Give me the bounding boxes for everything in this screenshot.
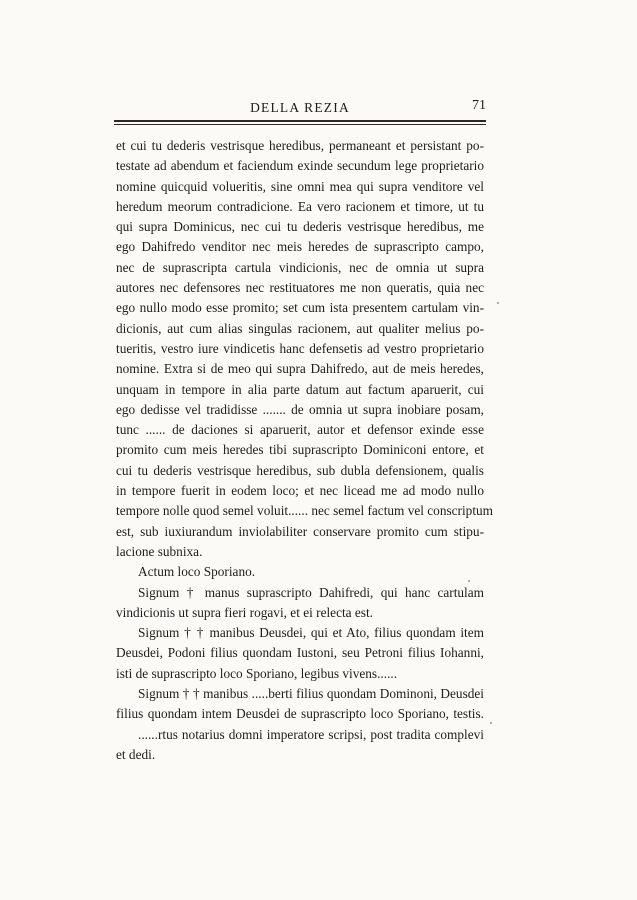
text-line: autores nec defensores nec restituatores me non queratis, quia nec bbox=[116, 280, 484, 296]
text-line: filius quondam intem Deusdei de suprascripto loco Sporiano, testis. bbox=[116, 706, 484, 722]
text-line: qui supra Dominicus, nec cui tu dederis vestrisque heredibus, me bbox=[116, 219, 484, 235]
text-line: unquam in tempore in alia parte datum aut factum aparuerit, cui bbox=[116, 381, 484, 397]
text-line: est, sub iuxiurandum inviolabiliter conservare promito cum stipu- bbox=[116, 523, 484, 539]
text-line: ego nullo modo esse promito; set cum ista presentem cartulam vin- bbox=[116, 300, 484, 316]
running-head bbox=[114, 98, 486, 120]
text-line: ......rtus notarius domni imperatore scripsi, post tradita complevi bbox=[138, 726, 484, 742]
text-line: dicionis, aut cum alias singulas racionem, aut qualiter melius po- bbox=[116, 320, 484, 336]
text-line: tueritis, vestro iure vindicetis hanc defensetis ad vestro proprietario bbox=[116, 340, 484, 356]
body-text bbox=[116, 136, 494, 765]
text-line: promito cum meis heredes tibi suprascripto Dominiconi entore, et bbox=[116, 442, 484, 458]
paper-speck bbox=[468, 580, 470, 582]
running-title: DELLA REZIA bbox=[250, 100, 350, 115]
header-rule-thick bbox=[114, 120, 486, 122]
text-line: tempore nolle quod semel voluit...... nec semel factum vel conscriptum bbox=[116, 503, 494, 519]
text-line: testate ad abendum et faciendum exinde secundum lege proprietario bbox=[116, 158, 484, 174]
text-line: lacione subnixa. bbox=[116, 543, 203, 559]
paper-speck bbox=[490, 722, 492, 724]
header-rule-thin bbox=[114, 124, 486, 125]
text-line: ego Dahifredo venditor nec meis heredes de suprascripto campo, bbox=[116, 239, 484, 255]
text-line: heredum meorum contradicione. Ea vero racionem et timore, ut tu bbox=[116, 198, 484, 214]
page-number: 71 bbox=[472, 98, 486, 113]
text-line: Deusdei, Podoni filius quondam Iustoni, seu Petroni filius Iohanni, bbox=[116, 645, 484, 661]
text-line: Signum † † manibus Deusdei, qui et Ato, filius quondam item bbox=[138, 625, 484, 641]
text-line: ego dedisse vel tradidisse ....... de omnia ut supra inobiare posam, bbox=[116, 401, 484, 417]
text-line: et dedi. bbox=[116, 746, 156, 762]
text-line: tunc ...... de daciones si aparuerit, autor et defensor exinde esse bbox=[116, 422, 484, 438]
text-line: nec de suprascripta cartula vindicionis, nec de omnia ut supra bbox=[116, 259, 484, 275]
text-line: Signum † † manibus .....berti filius quondam Dominoni, Deusdei bbox=[138, 686, 484, 702]
text-line: nomine. Extra si de meo qui supra Dahifredo, aut de meis heredes, bbox=[116, 361, 484, 377]
text-line: isti de suprascripto loco Sporiano, legibus vivens...... bbox=[116, 665, 398, 681]
text-line: cui tu dederis vestrisque heredibus, sub dubla defensionem, qualis bbox=[116, 462, 484, 478]
text-line: et cui tu dederis vestrisque heredibus, permaneant et persistant po- bbox=[116, 138, 484, 153]
text-line: in tempore fuerit in eodem loco; et nec licead me ad modo nullo bbox=[116, 483, 484, 499]
text-line: Signum † manus suprascripto Dahifredi, qui hanc cartulam bbox=[138, 584, 484, 600]
text-line: vindicionis ut supra fieri rogavi, et ei relecta est. bbox=[116, 604, 373, 620]
text-line: nomine quicquid volueritis, sine omni mea qui supra venditore vel bbox=[116, 178, 484, 194]
paper-speck bbox=[497, 302, 499, 304]
text-line: Actum loco Sporiano. bbox=[138, 564, 256, 580]
